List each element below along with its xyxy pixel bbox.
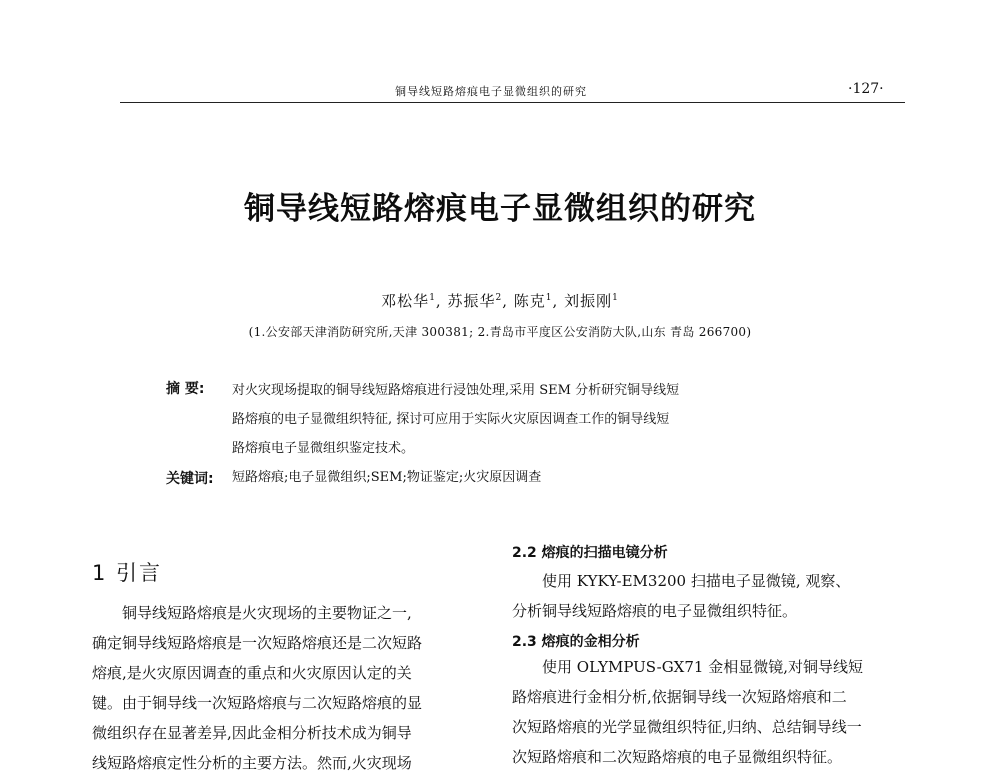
body-line: 确定铜导线短路熔痕是一次短路熔痕还是二次短路 [92, 634, 423, 652]
author-list: 邓松华$^1$, 苏振华$^2$, 陈克$^1$, 刘振刚$^1$ [381, 292, 619, 310]
body-line: 分析铜导线短路熔痕的电子显微组织特征。 [512, 602, 798, 620]
abstract-line: 对火灾现场提取的铜导线短路熔痕进行浸蚀处理,采用 SEM 分析研究铜导线短 [232, 383, 680, 398]
body-line: 路熔痕进行金相分析,依据铜导线一次短路熔痕和二 [512, 688, 847, 706]
body-line: 微组织存在显著差异,因此金相分析技术成为铜导 [92, 724, 412, 742]
section-heading-sem-analysis: 2.2 熔痕的扫描电镜分析 [512, 545, 668, 561]
abstract-text [232, 376, 842, 463]
author-name: 陈克 [513, 292, 546, 310]
section-heading-metallographic-analysis: 2.3 熔痕的金相分析 [512, 634, 640, 650]
author-name: 刘振刚 [564, 292, 613, 310]
body-line: 使用 OLYMPUS-GX71 金相显微镜,对铜导线短 [542, 658, 863, 676]
affiliation: (1.公安部天津消防研究所,天津 300381; 2.青岛市平度区公安消防大队,山东 青岛 266700) [248, 325, 752, 339]
article-title: 铜导线短路熔痕电子显微组织的研究 [244, 191, 756, 227]
abstract-line: 路熔痕的电子显微组织特征, 探讨可应用于实际火灾原因调查工作的铜导线短 [232, 412, 670, 427]
sem-analysis-body [512, 566, 907, 626]
body-line: 铜导线短路熔痕是火灾现场的主要物证之一, [122, 604, 412, 622]
body-line: 键。由于铜导线一次短路熔痕与二次短路熔痕的显 [92, 694, 423, 712]
header-rule [120, 102, 905, 103]
body-line: 次短路熔痕的光学显微组织特征,归纳、总结铜导线一 [512, 718, 862, 736]
section-heading-introduction: 1 引言 [92, 561, 163, 585]
keywords-label: 关键词: [166, 471, 214, 487]
author-name: 邓松华 [381, 292, 430, 310]
metallographic-analysis-body [512, 652, 907, 772]
body-line: 熔痕,是火灾原因调查的重点和火灾原因认定的关 [92, 664, 412, 682]
keywords-text: 短路熔痕;电子显微组织;SEM;物证鉴定;火灾原因调查 [232, 470, 542, 485]
abstract-line: 路熔痕电子显微组织鉴定技术。 [232, 441, 415, 456]
author-affiliation-mark: 1 [429, 293, 436, 303]
author-affiliation-mark: 2 [495, 293, 503, 303]
running-title: 铜导线短路熔痕电子显微组织的研究 [395, 85, 587, 98]
abstract-label: 摘 要: [166, 381, 205, 397]
author-affiliation-mark: 1 [545, 293, 553, 303]
author-name: 苏振华 [447, 292, 496, 310]
author-affiliation-mark: 1 [612, 293, 619, 303]
body-line: 线短路熔痕定性分析的主要方法。然而,火灾现场 [92, 754, 412, 772]
left-column-body [92, 598, 492, 778]
body-line: 次短路熔痕和二次短路熔痕的电子显微组织特征。 [512, 748, 843, 766]
body-line: 使用 KYKY-EM3200 扫描电子显微镜, 观察、 [542, 572, 851, 590]
page-number: ·127· [848, 81, 884, 97]
